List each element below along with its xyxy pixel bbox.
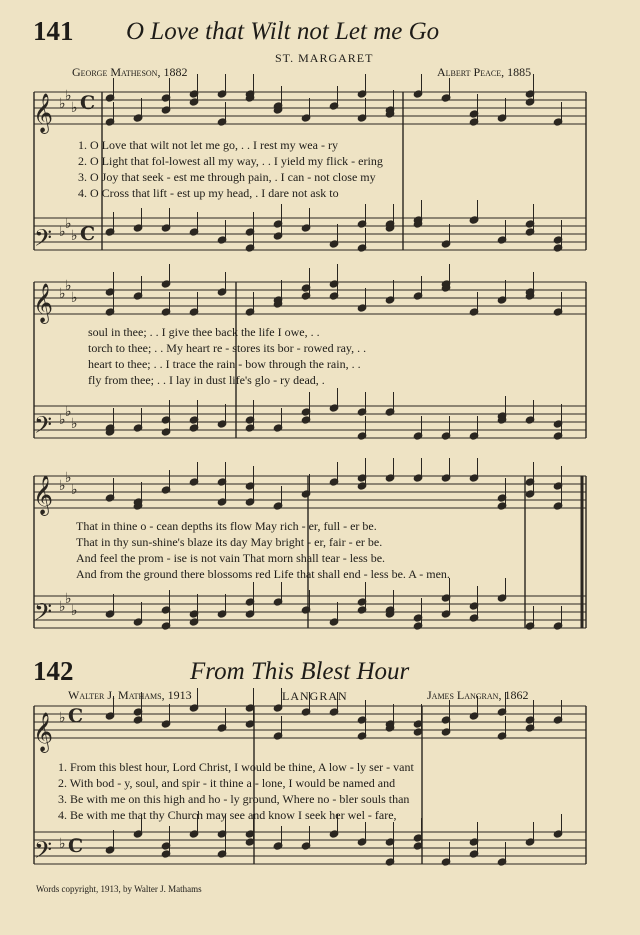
bass-clef-icon: 𝄢: [34, 224, 53, 257]
verse-line: 1. From this blest hour, Lord Christ, I would be thine, A low - ly ser - vant: [58, 760, 414, 774]
svg-text:♭: ♭: [59, 710, 66, 726]
author-credit: Walter J. Mathams, 1913: [68, 688, 192, 702]
verse-line: 1. O Love that wilt not let me go, . . I rest my wea - ry: [78, 138, 338, 152]
svg-text:♭: ♭: [65, 470, 72, 486]
time-signature: [68, 92, 95, 857]
key-signature: [59, 88, 78, 852]
lyrics-block: [76, 518, 616, 582]
svg-text:♭: ♭: [59, 599, 66, 615]
verse-line: 2. With bod - y, soul, and spir - it thine a - lone, I would be named and: [58, 776, 396, 790]
svg-text:♭: ♭: [59, 96, 66, 112]
verse-line: fly from thee; . . I lay in dust life's glo - ry dead, .: [88, 373, 325, 387]
svg-text:♭: ♭: [71, 290, 78, 306]
svg-text:♭: ♭: [65, 88, 72, 104]
lyrics-block: [88, 324, 608, 388]
lyrics-block: [78, 137, 608, 201]
verse-line: heart to thee; . . I trace the rain - bow through the rain, . .: [88, 357, 361, 371]
verse-line: That in thy sun-shine's blaze its day May bright - er, fair - er be.: [76, 535, 383, 549]
verse-line: 4. O Cross that lift - est up my head, . I dare not ask to: [78, 186, 339, 200]
clefs: [33, 88, 95, 869]
bass-clef-icon: 𝄢: [34, 836, 53, 869]
composer-credit: James Langran, 1862: [427, 688, 529, 702]
lyrics-block: [58, 759, 618, 823]
hymn-number: 142: [33, 656, 74, 686]
verse-line: 3. O Joy that seek - est me through pain, . I can - not close my: [78, 170, 376, 184]
hymn-number: 141: [33, 16, 74, 46]
treble-clef-icon: 𝄞: [33, 712, 54, 752]
svg-text:♭: ♭: [65, 591, 72, 607]
svg-text:♭: ♭: [65, 404, 72, 420]
composer-credit: Albert Peace, 1885: [437, 65, 532, 79]
svg-text:♭: ♭: [59, 412, 66, 428]
svg-text:♭: ♭: [59, 478, 66, 494]
treble-clef-icon: 𝄞: [33, 475, 54, 515]
hymn-title: O Love that Wilt not Let me Go: [126, 18, 440, 45]
verse-line: torch to thee; . . My heart re - stores its bor - rowed ray, . .: [88, 341, 367, 355]
svg-text:♭: ♭: [65, 278, 72, 294]
copyright-footer: Words copyright, 1913, by Walter J. Mathams: [36, 884, 202, 894]
hymn-title: From This Blest Hour: [190, 658, 410, 685]
verse-line: And from the ground there blossoms red Life that shall end - less be. A - men.: [76, 567, 450, 581]
svg-text:♭: ♭: [65, 216, 72, 232]
verse-line: And feel the prom - ise is not vain That morn shall tear - less be.: [76, 551, 386, 565]
svg-text:C: C: [80, 92, 96, 114]
verse-line: 3. Be with me on this high and ho - ly ground, Where no - bler souls than: [58, 792, 410, 806]
bass-clef-icon: 𝄢: [34, 598, 53, 631]
tune-name: LANGRAN: [282, 689, 348, 703]
bass-clef-icon: 𝄢: [34, 411, 53, 444]
svg-text:C: C: [80, 223, 96, 245]
svg-text:♭: ♭: [59, 286, 66, 302]
svg-text:♭: ♭: [59, 836, 66, 852]
treble-clef-icon: 𝄞: [33, 283, 54, 323]
treble-clef-icon: 𝄞: [33, 93, 54, 133]
svg-text:C: C: [68, 835, 84, 857]
verse-line: soul in thee; . . I give thee back the life I owe, . .: [88, 325, 320, 339]
tune-name: ST. MARGARET: [275, 51, 374, 65]
svg-text:♭: ♭: [71, 482, 78, 498]
verse-line: 2. O Light that fol-lowest all my way, . . I yield my flick - ering: [78, 154, 383, 168]
svg-text:♭: ♭: [71, 100, 78, 116]
author-credit: George Matheson, 1882: [72, 65, 188, 79]
svg-text:♭: ♭: [71, 603, 78, 619]
verse-line: That in thine o - cean depths its flow May rich - er, full - er be.: [76, 519, 377, 533]
verse-line: 4. Be with me that thy Church may see and know I seek her wel - fare,: [58, 808, 397, 822]
svg-text:♭: ♭: [71, 416, 78, 432]
svg-text:♭: ♭: [71, 228, 78, 244]
svg-text:♭: ♭: [59, 224, 66, 240]
svg-text:C: C: [68, 705, 84, 727]
